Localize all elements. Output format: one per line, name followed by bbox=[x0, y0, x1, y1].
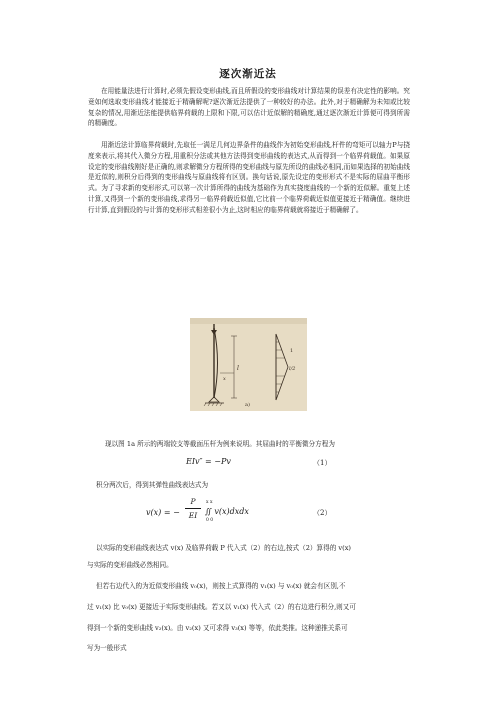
text-line-b: 与实际的变形曲线必然相同。 bbox=[87, 561, 173, 569]
equation-2-fraction-bar bbox=[185, 508, 201, 509]
figure-label-1: 1 bbox=[290, 348, 294, 354]
text-line-a: 以实际的变形曲线表达式 v(x) 及临界荷载 P 代入式（2）的右边,按式（2）算得的 v(x) bbox=[96, 544, 351, 552]
equation-2-denominator: EI bbox=[188, 511, 198, 520]
document-title: 逐次渐近法 bbox=[219, 68, 277, 80]
figure-label-x: x bbox=[223, 376, 226, 382]
figure-drawing bbox=[190, 318, 307, 411]
equation-2-limits-top: x x bbox=[206, 500, 213, 505]
text-line-f: 写为一般形式 bbox=[87, 644, 127, 652]
equation-2-integral: ∬ v(x)dxdx bbox=[205, 507, 249, 516]
equation-2-lhs: v(x) = − bbox=[146, 508, 180, 517]
figure-label-l: l bbox=[237, 365, 239, 372]
equation-2-number: （2） bbox=[313, 509, 332, 517]
text-line-c: 但若右边代入的为近似变形曲线 v₀(x)，则按上式算得的 v₁(x) 与 v₀(x) 就会有区别,不 bbox=[96, 582, 346, 590]
equation-1: EIv″ = −Pv bbox=[186, 457, 231, 466]
paragraph-intro: 在用能量法进行计算时,必须先假设变形曲线,而且所假设的变形曲线对计算结果的误差有决定性的影响。究竟如何选取变形曲线才能接近于精确解呢?逐次渐近法提供了一种较好的办法。此外,对于精确解为未知或比较复杂的情况,用渐近法能提供临界荷载的上限和下限,可以估计近似解的精确度,通过逐次渐近计算便可得到所需的精确度。 bbox=[88, 87, 410, 128]
text-integrate: 积分两次后，得到其弹性曲线表达式为 bbox=[96, 481, 209, 489]
figure-label-l2: l/2 bbox=[289, 366, 296, 372]
text-line-d: 过 v₁(x) 比 v₀(x) 更接近于实际变形曲线。若又以 v₁(x) 代入式（2）的右边进行积分,则又可 bbox=[87, 603, 356, 611]
text-figure-intro: 现以图 1a 所示的两端铰支等截面压杆为例来说明。其屈曲时的平衡微分方程为 bbox=[105, 440, 335, 448]
text-line-e: 得到一个新的变形曲线 v₂(x)。由 v₂(x) 又可求得 v₃(x) 等等，依此类推。这种递推关系可 bbox=[87, 624, 348, 632]
paragraph-method: 用渐近法计算临界荷载时,先取任一满足几何边界条件的曲线作为初始变形曲线,杆件的弯矩可以轴力P与挠度来表示,将其代入微分方程,用重积分法或其他方法得到变形曲线的表达式,从而得到一个临界荷载值。如果原设定的变形曲线刚好是正确的,则求解微分方程所得的变形曲线与原先所设的曲线必相同,而如果选择的初始曲线是近似的,则积分后得到的变形曲线与原曲线将有区别。换句话说,原先设定的变形形式不是实际的屈曲平衡形式。为了寻求新的变形形式,可以第一次计算所得的曲线为基础作为真实挠度曲线的一个新的近似解。重复上述计算,又得到一个新的变形曲线,求得另一临界荷载近似值,它比前一个临界荷载近似值更接近于精确值。继续进行计算,直到假设的与计算的变形形式相差很小为止,这时相应的临界荷载就将接近于精确解了。 bbox=[88, 141, 410, 214]
column-buckling-figure bbox=[190, 318, 307, 411]
figure-label-a: a) bbox=[245, 402, 250, 408]
equation-1-number: （1） bbox=[313, 459, 332, 467]
equation-2-limits-bottom: 0 0 bbox=[206, 518, 214, 523]
equation-2-numerator: P bbox=[190, 497, 196, 506]
